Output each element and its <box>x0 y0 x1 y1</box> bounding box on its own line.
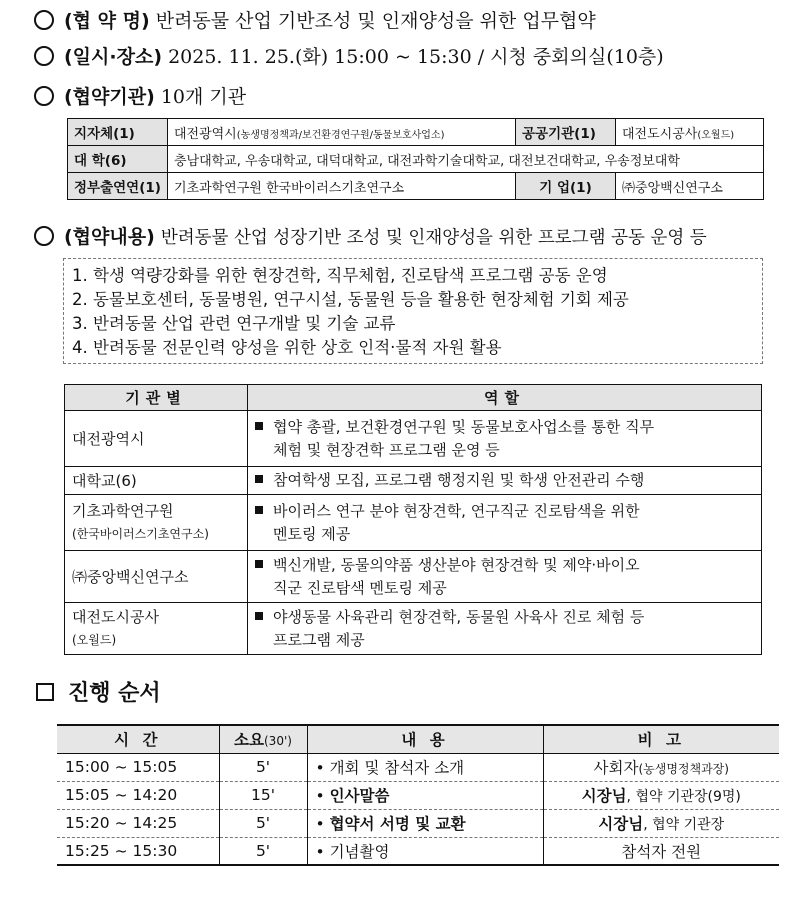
agreement-datetime-label: (일시·장소) <box>64 46 163 68</box>
gov-inst-value: 기초과학연구원 한국바이러스기초연구소 <box>167 173 515 200</box>
schedule-time: 15:20 ~ 14:25 <box>57 809 219 837</box>
square-bullet-icon <box>255 560 263 568</box>
table-row <box>57 781 779 809</box>
role-desc <box>248 467 762 495</box>
circle-bullet-icon <box>34 226 54 246</box>
role-line: 체험 및 현장견학 프로그램 운영 등 <box>273 440 500 459</box>
schedule-duration: 5' <box>219 753 307 781</box>
table-row <box>65 467 762 495</box>
table-row <box>57 809 779 837</box>
table-row <box>65 411 762 467</box>
table-row <box>65 551 762 603</box>
schedule-duration: 5' <box>219 837 307 865</box>
circle-bullet-icon <box>34 46 54 66</box>
role-desc <box>248 411 762 467</box>
role-org-name: ㈜중앙백신연구소 <box>72 567 189 586</box>
univ-label: 대 학(6) <box>68 146 168 173</box>
duration-note: (30') <box>264 734 292 749</box>
agreement-content-label: (협약내용) <box>64 226 155 248</box>
schedule-header-content: 내 용 <box>307 725 543 753</box>
schedule-note-main: 사회자 <box>593 759 639 777</box>
schedule-note-sub: , 협약 기관장 <box>643 817 725 833</box>
schedule-note-main: 시장님 <box>598 815 644 833</box>
agreement-org-label: (협약기관) <box>64 86 155 108</box>
agreement-name-line <box>34 6 596 33</box>
circle-bullet-icon <box>34 86 54 106</box>
content-item: 4. 반려동물 전문인력 양성을 위한 상호 인적·물적 자원 활용 <box>72 338 502 357</box>
role-org-name: 기초과학연구원 <box>72 502 174 520</box>
role-line: 참여학생 모집, 프로그램 행정지원 및 학생 안전관리 수행 <box>273 471 645 489</box>
role-line: 백신개발, 동물의약품 생산분야 현장견학 및 제약·바이오 <box>273 555 640 574</box>
public-org-label: 공공기관(1) <box>516 119 616 146</box>
role-org <box>65 495 248 551</box>
public-org-note: (오월드) <box>697 129 735 141</box>
gov-inst-label: 정부출연연(1) <box>68 173 168 200</box>
schedule-content: • 기념촬영 <box>307 837 543 865</box>
table-row <box>57 753 779 781</box>
schedule-content: • 인사말씀 <box>307 781 543 809</box>
schedule-content: • 개회 및 참석자 소개 <box>307 753 543 781</box>
schedule-note-sub: (농생명정책과장) <box>638 762 729 776</box>
table-row <box>65 603 762 655</box>
role-org <box>65 467 248 495</box>
schedule-content-text: 개회 및 참석자 소개 <box>329 759 465 777</box>
contents-box <box>63 258 763 364</box>
agreement-name-label: (협 약 명) <box>64 10 150 32</box>
square-bullet-icon <box>255 475 263 483</box>
schedule-header-time: 시 간 <box>57 725 219 753</box>
local-gov-cell <box>167 119 515 146</box>
agreement-name-value: 반려동물 산업 기반조성 및 인재양성을 위한 업무협약 <box>155 10 596 32</box>
schedule-header-note: 비 고 <box>543 725 779 753</box>
public-org-value: 대전도시공사 <box>622 126 698 142</box>
role-org <box>65 411 248 467</box>
agreement-datetime-line <box>34 42 664 69</box>
schedule-table <box>57 724 779 866</box>
schedule-content-text: 협약서 서명 및 교환 <box>329 815 466 833</box>
local-gov-note: (농생명정책과/보건환경연구원/동물보호사업소) <box>236 129 445 141</box>
local-gov-label: 지자체(1) <box>68 119 168 146</box>
role-header-org: 기관별 <box>65 385 248 411</box>
schedule-note <box>543 753 779 781</box>
company-label: 기 업(1) <box>516 173 616 200</box>
schedule-note-sub: , 협약 기관장(9명) <box>626 789 741 805</box>
circle-bullet-icon <box>34 10 54 30</box>
agreement-content-value: 반려동물 산업 성장기반 조성 및 인재양성을 위한 프로그램 공동 운영 등 <box>160 228 707 248</box>
role-org-name: 대전광역시 <box>72 429 145 448</box>
agency-table <box>67 118 764 200</box>
schedule-content-text: 기념촬영 <box>329 842 390 861</box>
role-desc <box>248 551 762 603</box>
square-box-icon <box>36 683 54 701</box>
role-line: 야생동물 사육관리 현장견학, 동물원 사육사 진로 체험 등 <box>273 607 645 626</box>
square-bullet-icon <box>255 506 263 514</box>
role-org <box>65 551 248 603</box>
square-bullet-icon <box>255 422 263 430</box>
content-item: 1. 학생 역량강화를 위한 현장견학, 직무체험, 진로탐색 프로그램 공동 운영 <box>72 266 608 285</box>
schedule-note <box>543 781 779 809</box>
agreement-content-line <box>34 222 707 249</box>
agreement-datetime-value: 2025. 11. 25.(화) 15:00 ~ 15:30 / 시청 중회의실(10층) <box>168 46 664 68</box>
agreement-org-value: 10개 기관 <box>160 86 247 108</box>
role-org-name: 대전도시공사 <box>72 608 159 626</box>
role-line: 바이러스 연구 분야 현장견학, 연구직군 진로탐색을 위한 <box>273 501 640 520</box>
schedule-header-duration <box>219 725 307 753</box>
schedule-note-main: 시장님 <box>581 787 627 805</box>
schedule-content-text: 인사말씀 <box>329 787 390 805</box>
schedule-time: 15:05 ~ 14:20 <box>57 781 219 809</box>
role-line: 협약 총괄, 보건환경연구원 및 동물보호사업소를 통한 직무 <box>273 417 655 436</box>
schedule-duration: 15' <box>219 781 307 809</box>
role-table <box>64 384 762 655</box>
schedule-note <box>543 809 779 837</box>
role-line: 멘토링 제공 <box>273 524 351 543</box>
schedule-content: • 협약서 서명 및 교환 <box>307 809 543 837</box>
role-desc <box>248 495 762 551</box>
schedule-note-main: 참석자 전원 <box>621 842 702 861</box>
role-line: 프로그램 제공 <box>273 630 365 649</box>
public-org-cell <box>616 119 764 146</box>
schedule-section-title <box>36 676 161 707</box>
schedule-duration: 5' <box>219 809 307 837</box>
role-desc <box>248 603 762 655</box>
schedule-time: 15:00 ~ 15:05 <box>57 753 219 781</box>
schedule-time: 15:25 ~ 15:30 <box>57 837 219 865</box>
role-header-role: 역할 <box>248 385 762 411</box>
univ-value: 충남대학교, 우송대학교, 대덕대학교, 대전과학기술대학교, 대전보건대학교, 우송정보대학 <box>167 146 763 173</box>
schedule-title-text: 진행 순서 <box>68 681 161 706</box>
role-org-sub: (오월드) <box>72 633 117 647</box>
table-row <box>65 495 762 551</box>
agreement-org-line <box>34 82 246 109</box>
role-org-sub: (한국바이러스기초연구소) <box>72 527 209 541</box>
content-item: 3. 반려동물 산업 관련 연구개발 및 기술 교류 <box>72 314 396 333</box>
content-item: 2. 동물보호센터, 동물병원, 연구시설, 동물원 등을 활용한 현장체험 기회 제공 <box>72 290 629 309</box>
square-bullet-icon <box>255 612 263 620</box>
company-value: ㈜중앙백신연구소 <box>616 173 764 200</box>
duration-label: 소요 <box>234 731 264 750</box>
role-line: 직군 진로탐색 멘토링 제공 <box>273 578 447 597</box>
schedule-note <box>543 837 779 865</box>
role-org-name: 대학교(6) <box>72 471 137 490</box>
role-org <box>65 603 248 655</box>
local-gov-value: 대전광역시 <box>173 126 237 142</box>
table-row <box>57 837 779 865</box>
